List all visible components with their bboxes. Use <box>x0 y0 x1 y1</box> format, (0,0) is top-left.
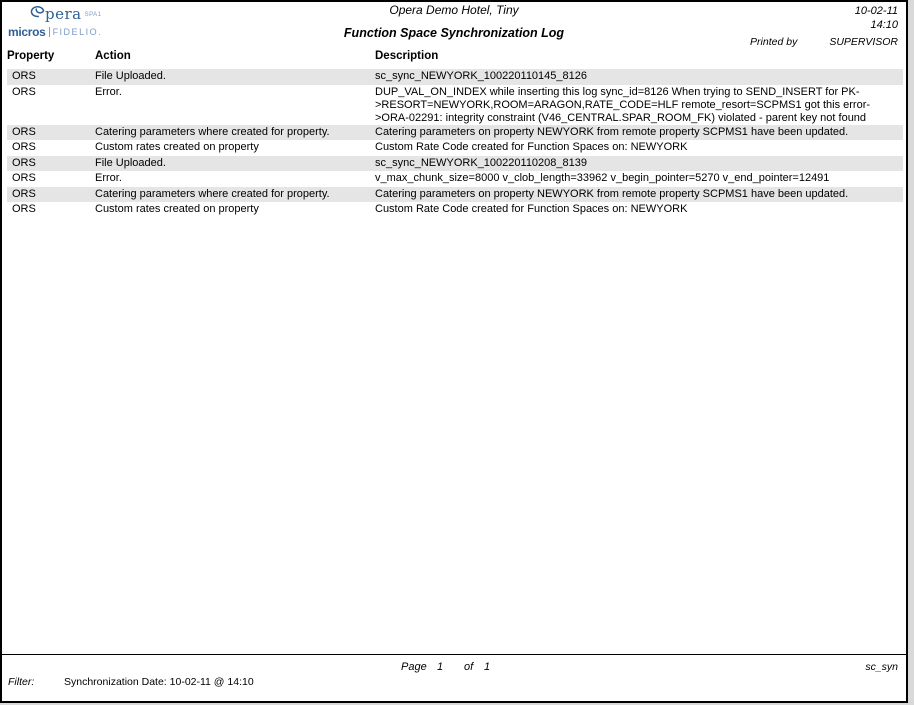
fidelio-logo-text: FIDELIO. <box>52 27 103 37</box>
page-of-label: of <box>464 661 474 673</box>
hotel-name: Opera Demo Hotel, Tiny <box>389 3 519 17</box>
opera-logo-subtext: SPA1 <box>84 12 102 18</box>
page-label: Page <box>401 661 427 673</box>
log-row <box>7 187 903 203</box>
log-row <box>7 85 903 125</box>
property-cell: ORS <box>12 172 36 184</box>
column-header-property: Property <box>7 50 55 62</box>
property-cell: ORS <box>12 156 36 169</box>
description-cell: Custom Rate Code created for Function Spaces on: NEWYORK <box>375 203 688 215</box>
log-row <box>7 171 903 187</box>
log-row <box>7 202 903 218</box>
printed-by-label: Printed by <box>750 36 798 48</box>
print-date: 10-02-11 <box>854 5 898 17</box>
column-header-description: Description <box>375 50 439 62</box>
table-header-row <box>7 50 903 62</box>
page-number: 1 <box>437 661 444 673</box>
action-cell: File Uploaded. <box>95 156 166 169</box>
micros-logo-text: micros <box>8 25 46 39</box>
action-cell: Custom rates created on property <box>95 203 259 215</box>
log-row <box>7 140 903 156</box>
description-cell: v_max_chunk_size=8000 v_clob_length=33962 v_begin_pointer=5270 v_end_pointer=12491 <box>375 172 830 184</box>
property-cell: ORS <box>12 125 36 138</box>
property-cell: ORS <box>12 141 36 153</box>
footer-filter-row <box>8 676 254 688</box>
report-title: Function Space Synchronization Log <box>343 26 565 40</box>
filter-label: Filter: <box>8 676 35 688</box>
description-cell: Catering parameters on property NEWYORK from remote property SCPMS1 have been updated. <box>375 125 849 138</box>
print-info <box>750 4 898 49</box>
page-total: 1 <box>484 661 491 673</box>
description-cell: sc_sync_NEWYORK_100220110145_8126 <box>375 70 587 82</box>
action-cell: Catering parameters where created for property. <box>95 125 330 138</box>
footer-divider <box>2 654 906 655</box>
action-cell: Catering parameters where created for property. <box>95 187 330 200</box>
property-cell: ORS <box>12 70 36 82</box>
log-row <box>7 156 903 172</box>
opera-logo-text: pera <box>45 4 82 23</box>
sync-log-table <box>7 50 903 218</box>
log-row <box>7 69 903 85</box>
printed-by-user: SUPERVISOR <box>829 36 898 48</box>
report-code: sc_syn <box>865 661 898 673</box>
description-cell: sc_sync_NEWYORK_100220110208_8139 <box>375 156 587 169</box>
footer-page-row <box>2 661 906 675</box>
action-cell: File Uploaded. <box>95 70 166 82</box>
property-cell: ORS <box>12 203 36 215</box>
print-time: 14:10 <box>870 19 898 31</box>
property-cell: ORS <box>12 85 36 98</box>
action-cell: Error. <box>95 85 122 98</box>
property-cell: ORS <box>12 187 36 200</box>
action-cell: Error. <box>95 172 122 184</box>
column-header-action: Action <box>95 50 131 62</box>
action-cell: Custom rates created on property <box>95 141 259 153</box>
description-cell: Custom Rate Code created for Function Spaces on: NEWYORK <box>375 141 688 153</box>
filter-value: Synchronization Date: 10-02-11 @ 14:10 <box>64 676 254 688</box>
description-cell: DUP_VAL_ON_INDEX while inserting this log sync_id=8126 When trying to SEND_INSERT for PK->RESORT=NEWYORK,ROOM=ARAGON,RATE_CODE=HLF remote_resort=SCPMS1 got this error->ORA-02291: integrity constraint (V46_CENTRAL.SPAR_ROOM_FK) violated - parent key not found <box>375 85 871 124</box>
log-row <box>7 125 903 141</box>
description-cell: Catering parameters on property NEWYORK from remote property SCPMS1 have been updated. <box>375 187 849 200</box>
